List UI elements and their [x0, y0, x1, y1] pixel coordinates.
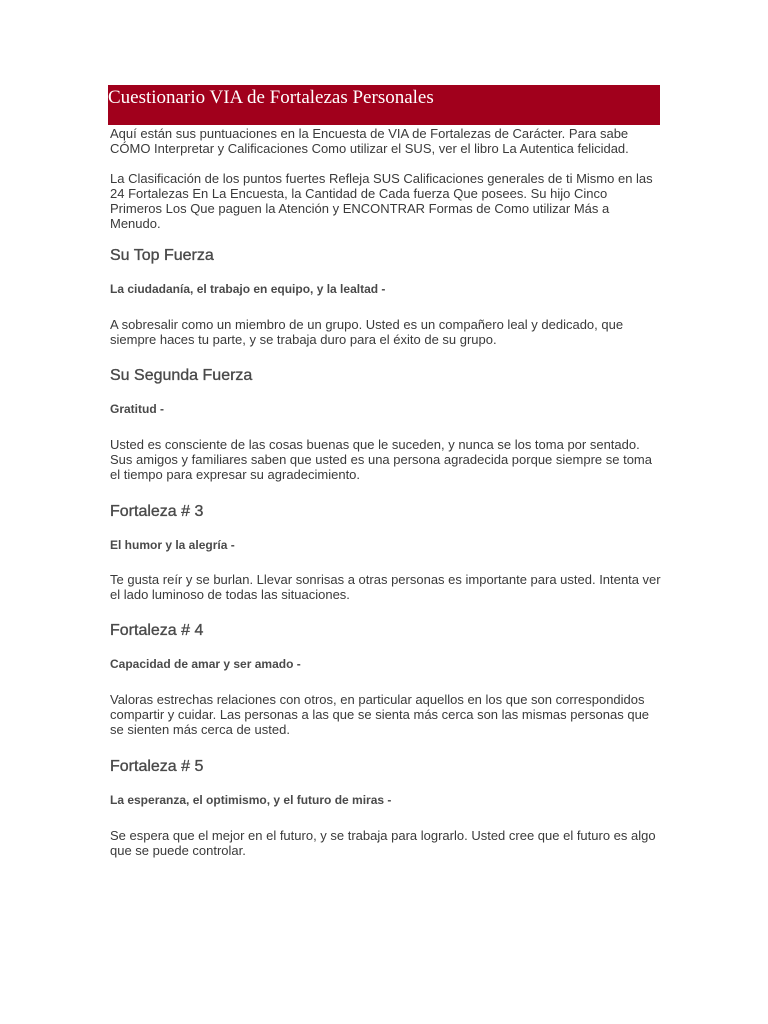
- strength-description: Usted es consciente de las cosas buenas que le suceden, y nunca se los toma por sentado. Sus amigos y familiares saben que usted es una persona agradecida porque siempre se toma el tiempo para expresar su agradecimiento.: [110, 437, 652, 482]
- strength-description: Se espera que el mejor en el futuro, y se trabaja para lograrlo. Usted cree que el futuro es algo que se puede controlar.: [110, 828, 656, 858]
- strength-name: Capacidad de amar y ser amado -: [110, 657, 301, 671]
- strength-name: La esperanza, el optimismo, y el futuro de miras -: [110, 793, 392, 807]
- title-banner: [108, 85, 660, 125]
- strength-description: A sobresalir como un miembro de un grupo. Usted es un compañero leal y dedicado, que siempre haces tu parte, y se trabaja duro para el éxito de su grupo.: [110, 317, 624, 347]
- strength-heading: Fortaleza # 3: [110, 503, 204, 520]
- strength-section: [110, 366, 662, 482]
- strength-description: Te gusta reír y se burlan. Llevar sonrisas a otras personas es importante para usted. Intenta ver el lado luminoso de todas las situaciones.: [110, 572, 661, 602]
- strength-section: [110, 757, 662, 858]
- strength-heading: Su Top Fuerza: [110, 247, 214, 264]
- strength-section: [110, 246, 662, 347]
- intro-paragraph: La Clasificación de los puntos fuertes Refleja SUS Calificaciones generales de ti Mismo en las 24 Fortalezas En La Encuesta, la Cantidad de Cada fuerza Que posees. Su hijo Cinco Primeros Los Que paguen la Atención y ENCONTRAR Formas de Como utilizar Más a Menudo.: [110, 171, 653, 231]
- document-body: [110, 126, 662, 858]
- page-title: Cuestionario VIA de Fortalezas Personales: [108, 87, 434, 108]
- intro-paragraph: Aquí están sus puntuaciones en la Encuesta de VIA de Fortalezas de Carácter. Para sabe CÓMO Interpretar y Calificaciones Como utilizar el SUS, ver el libro La Autentica felicidad.: [110, 126, 629, 156]
- strength-heading: Fortaleza # 4: [110, 622, 204, 639]
- strength-section: [110, 621, 662, 737]
- strength-heading: Su Segunda Fuerza: [110, 367, 253, 384]
- strength-section: [110, 502, 662, 602]
- strength-name: Gratitud -: [110, 402, 164, 416]
- strength-name: El humor y la alegría -: [110, 538, 235, 552]
- strength-heading: Fortaleza # 5: [110, 758, 204, 775]
- strength-name: La ciudadanía, el trabajo en equipo, y la lealtad -: [110, 282, 386, 296]
- strength-description: Valoras estrechas relaciones con otros, en particular aquellos en los que son correspondidos compartir y cuidar. Las personas a las que se sienta más cerca son las mismas personas que se sienten más cerca de usted.: [110, 692, 650, 737]
